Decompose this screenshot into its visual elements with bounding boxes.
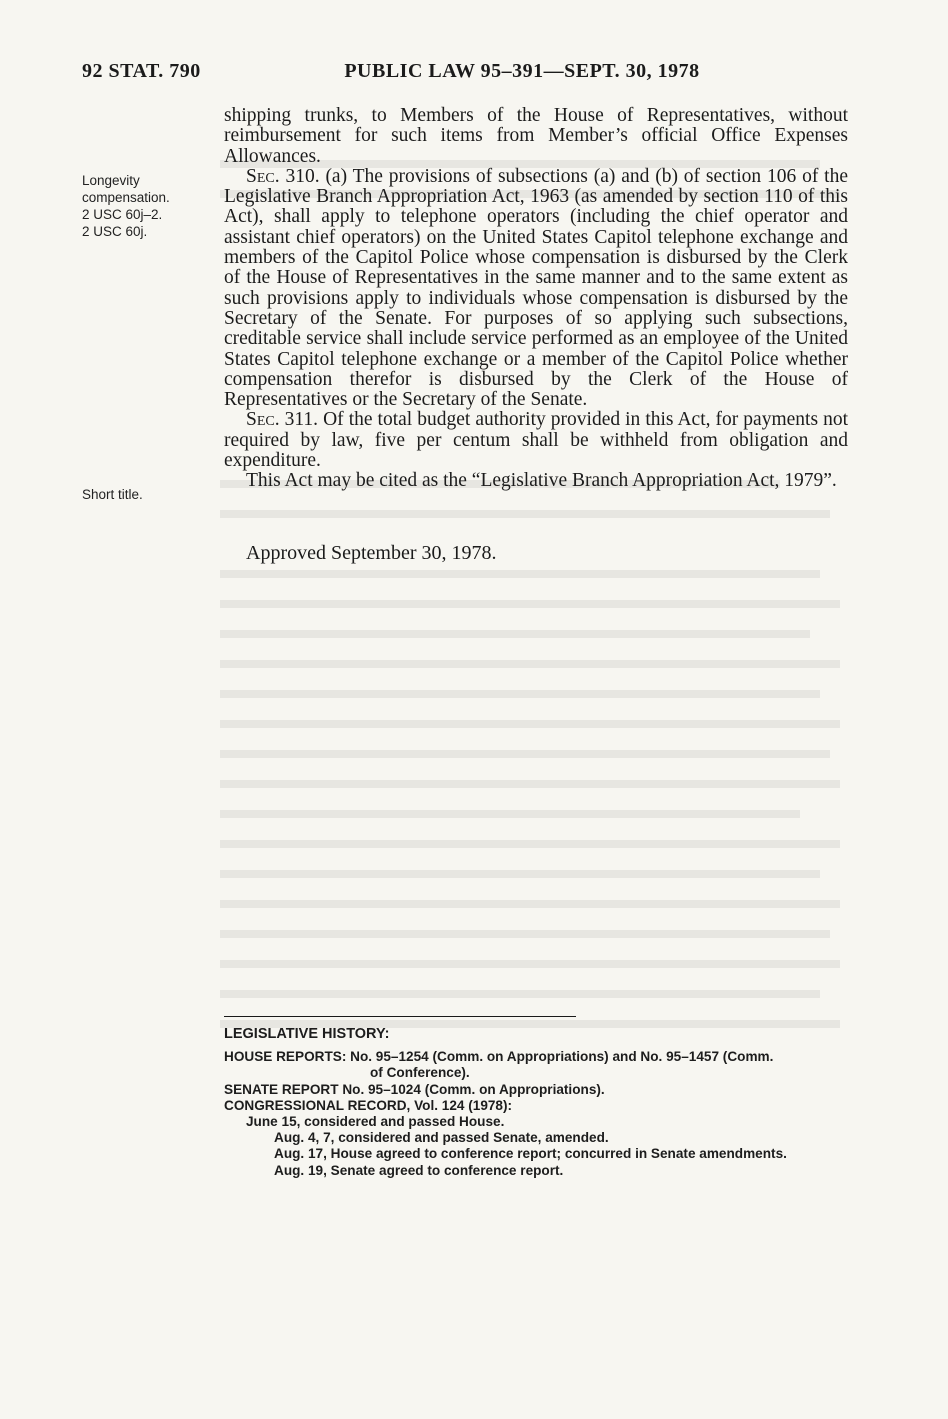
history-divider bbox=[224, 1016, 576, 1017]
margin-note-line: Short title. bbox=[82, 487, 143, 502]
history-title: LEGISLATIVE HISTORY: bbox=[224, 1026, 390, 1042]
paragraph-continuation: shipping trunks, to Members of the House of Representatives, without reimbursement for such items from Member’s official Office Expenses Allowances. bbox=[224, 105, 848, 167]
record-entry: Aug. 19, Senate agreed to conference report. bbox=[274, 1162, 564, 1178]
approval-date: Approved September 30, 1978. bbox=[246, 542, 497, 564]
record-entry: Aug. 4, 7, considered and passed Senate, amended. bbox=[274, 1130, 609, 1146]
record-entry: June 15, considered and passed House. bbox=[246, 1114, 505, 1130]
running-head: PUBLIC LAW 95–391—SEPT. 30, 1978 bbox=[344, 60, 700, 82]
section-311 bbox=[224, 410, 848, 471]
margin-note-longevity bbox=[82, 172, 170, 240]
section-310 bbox=[224, 167, 848, 411]
margin-note-line: 2 USC 60j. bbox=[82, 224, 148, 239]
house-reports-continued: of Conference). bbox=[370, 1065, 470, 1081]
section-text: Of the total budget authority provided in this Act, for payments not required by law, five per centum shall be withheld from obligation and expenditure. bbox=[224, 409, 848, 472]
section-label: Sec. 310. bbox=[246, 165, 320, 187]
legislative-history bbox=[224, 1026, 864, 1179]
house-reports: HOUSE REPORTS: No. 95–1254 (Comm. on Appropriations) and No. 95–1457 (Comm. bbox=[224, 1049, 774, 1065]
section-text: (a) The provisions of subsections (a) and (b) of section 106 of the Legislative Branch Appropriation Act, 1963 (as amended by section 110 of this Act), shall apply to telephone operators (including the chief operator and assistant chief operators) on the United States Capitol telephone exchange and members of the Capitol Police whose compensation is disbursed by the Clerk of the House of Representatives in the same manner and to the same extent as such provisions apply to individuals whose compensation is disbursed by the Secretary of the Senate. For purposes of so applying such subsections, creditable service shall include service performed as an employee of the United States Capitol telephone exchange or a member of the Capitol Police whether compensation therefor is disbursed by the Clerk of the House of Representatives or the Secretary of the Senate. bbox=[224, 165, 848, 411]
page-citation: 92 STAT. 790 bbox=[82, 60, 201, 82]
record-entry: Aug. 17, House agreed to conference report; concurred in Senate amendments. bbox=[274, 1146, 787, 1162]
body-text bbox=[224, 106, 848, 492]
margin-note-line: 2 USC 60j–2. bbox=[82, 207, 163, 222]
margin-note-short-title bbox=[82, 486, 143, 503]
margin-note-line: compensation. bbox=[82, 190, 170, 205]
congressional-record: CONGRESSIONAL RECORD, Vol. 124 (1978): bbox=[224, 1097, 513, 1113]
section-label: Sec. 311. bbox=[246, 409, 319, 431]
short-title-paragraph: This Act may be cited as the “Legislative Branch Appropriation Act, 1979”. bbox=[246, 470, 837, 492]
margin-note-line: Longevity bbox=[82, 173, 140, 188]
senate-report: SENATE REPORT No. 95–1024 (Comm. on Appropriations). bbox=[224, 1081, 605, 1097]
